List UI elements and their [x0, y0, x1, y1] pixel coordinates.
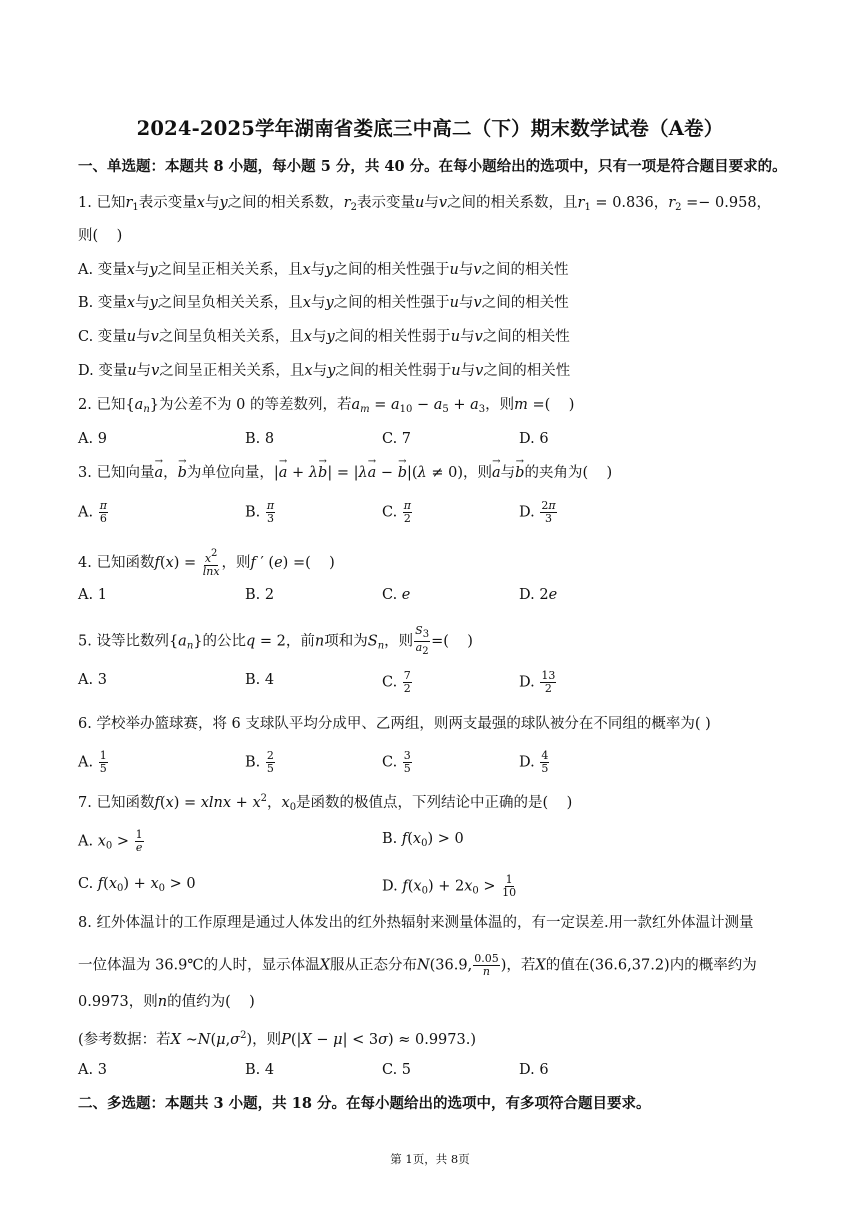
- q7-option-b: B. $f(x_0) > 0$: [382, 831, 464, 849]
- q8-line1: 8. 红外体温计的工作原理是通过人体发出的红外热辐射来测量体温的，有一定误差.用一款红外体温计测量: [78, 915, 754, 931]
- q7-option-c: C. $f(x_0) + x_0 > 0$: [78, 876, 196, 894]
- section2-heading: 二、多选题：本题共 3 小题，共 18 分。在每小题给出的选项中，有多项符合题目要求。: [78, 1095, 651, 1112]
- section1-heading: 一、单选题：本题共 8 小题，每小题 5 分，共 40 分。在每小题给出的选项中，只有一项是符合题目要求的。: [78, 158, 787, 175]
- q4-option-c: C. e: [382, 587, 411, 603]
- page-title: 2024-2025学年湖南省娄底三中高二（下）期末数学试卷（A卷）: [136, 117, 724, 140]
- q2-option-c: C. 7: [382, 431, 412, 447]
- q6-stem: 6. 学校举办篮球赛，将 6 支球队平均分成甲、乙两组，则两支最强的球队被分在不同组的概率为( ): [78, 716, 711, 732]
- q2-option-a: A. 9: [78, 431, 107, 447]
- q4-option-a: A. 1: [78, 587, 107, 603]
- q6-option-c: C. $\frac{3}{5}$: [382, 749, 411, 775]
- q4-option-d: D. 2e: [519, 587, 558, 603]
- page-footer: 第 1页，共 8页: [390, 1152, 470, 1166]
- q5-option-d: D. $\frac{13}{2}$: [519, 669, 556, 695]
- q8-option-c: C. 5: [382, 1062, 412, 1078]
- q2-option-b: B. 8: [245, 431, 275, 447]
- q1-stem-line2: 则( ): [78, 228, 123, 244]
- q5-option-c: C. $\frac{7}{2}$: [382, 669, 411, 695]
- q5-option-b: B. 4: [245, 672, 275, 688]
- q5-option-a: A. 3: [78, 672, 107, 688]
- q6-option-d: D. $\frac{4}{5}$: [519, 749, 549, 775]
- q3-option-b: B. $\frac{\pi}{3}$: [245, 499, 275, 525]
- q8-line2: 一位体温为 36.9℃的人时，显示体温X服从正态分布N(36.9, $\frac{0.05}{n}$ )，若X的值在(36.6,37.2)内的概率约为: [78, 952, 757, 978]
- q2-option-d: D. 6: [519, 431, 549, 447]
- q3-stem: 3. 已知向量→ a，→ b为单位向量，|→ a + λ→ b| = |λ→ a − → b|(λ ≠ 0)，则→ a与→ b的夹角为( ): [78, 463, 612, 483]
- q1-option-c: C. 变量u与v之间呈负相关关系，且x与y之间的相关性弱于u与v之间的相关性: [78, 329, 570, 345]
- q4-option-b: B. 2: [245, 587, 275, 603]
- q8-option-a: A. 3: [78, 1062, 107, 1078]
- q6-option-b: B. $\frac{2}{5}$: [245, 749, 274, 775]
- q1-option-a: A. 变量x与y之间呈正相关关系，且x与y之间的相关性强于u与v之间的相关性: [78, 262, 569, 278]
- q8-line3: 0.9973，则n的值约为( ): [78, 994, 255, 1010]
- q1-option-b: B. 变量x与y之间呈负相关关系，且x与y之间的相关性强于u与v之间的相关性: [78, 295, 569, 311]
- q7-option-d: D. $f(x_0) + 2x_0$ > $\frac{1}{10}$: [382, 873, 517, 899]
- q7-option-a: A. $x_0$ > $\frac{1}{e}$: [78, 828, 143, 854]
- q4-stem: 4. 已知函数f(x) = $\frac{x^2}{\ln x}$ ，则f ′ (e) =( ): [78, 548, 335, 578]
- q8-option-b: B. 4: [245, 1062, 275, 1078]
- q3-option-c: C. $\frac{\pi}{2}$: [382, 499, 412, 525]
- q2-stem: 2. 已知$\{a_n\}$为公差不为 0 的等差数列，若$a_m = a_{10} - a_5 + a_3$，则m =( ): [78, 397, 575, 415]
- q8-option-d: D. 6: [519, 1062, 549, 1078]
- q3-option-a: A. $\frac{\pi}{6}$: [78, 499, 107, 525]
- q1-option-d: D. 变量u与v之间呈正相关关系，且x与y之间的相关性弱于u与v之间的相关性: [78, 363, 571, 379]
- q3-option-d: D. $\frac{2\pi}{3}$: [519, 499, 556, 525]
- q6-option-a: A. $\frac{1}{5}$: [78, 749, 107, 775]
- q5-stem: 5. 设等比数列$\{a_n\}$的公比q = 2，前n项和为$S_n$，则 $\frac{S_3}{a_2}$ =( ): [78, 624, 473, 657]
- q8-line4: (参考数据：若X $\sim N(\mu,\sigma^2)$，则P(|X − μ| < 3σ) ≈ 0.9973.): [78, 1030, 476, 1048]
- q1-stem-line1: 1. 已知$r_1$表示变量x与y之间的相关系数，$r_2$表示变量u与v之间的相关系数，且$r_1 = 0.836$，$r_2 =- 0.958$，: [78, 195, 772, 213]
- q7-stem: 7. 已知函数$f(x) = xlnx + x^2$，$x_0$是函数的极值点，下列结论中正确的是( ): [78, 793, 573, 813]
